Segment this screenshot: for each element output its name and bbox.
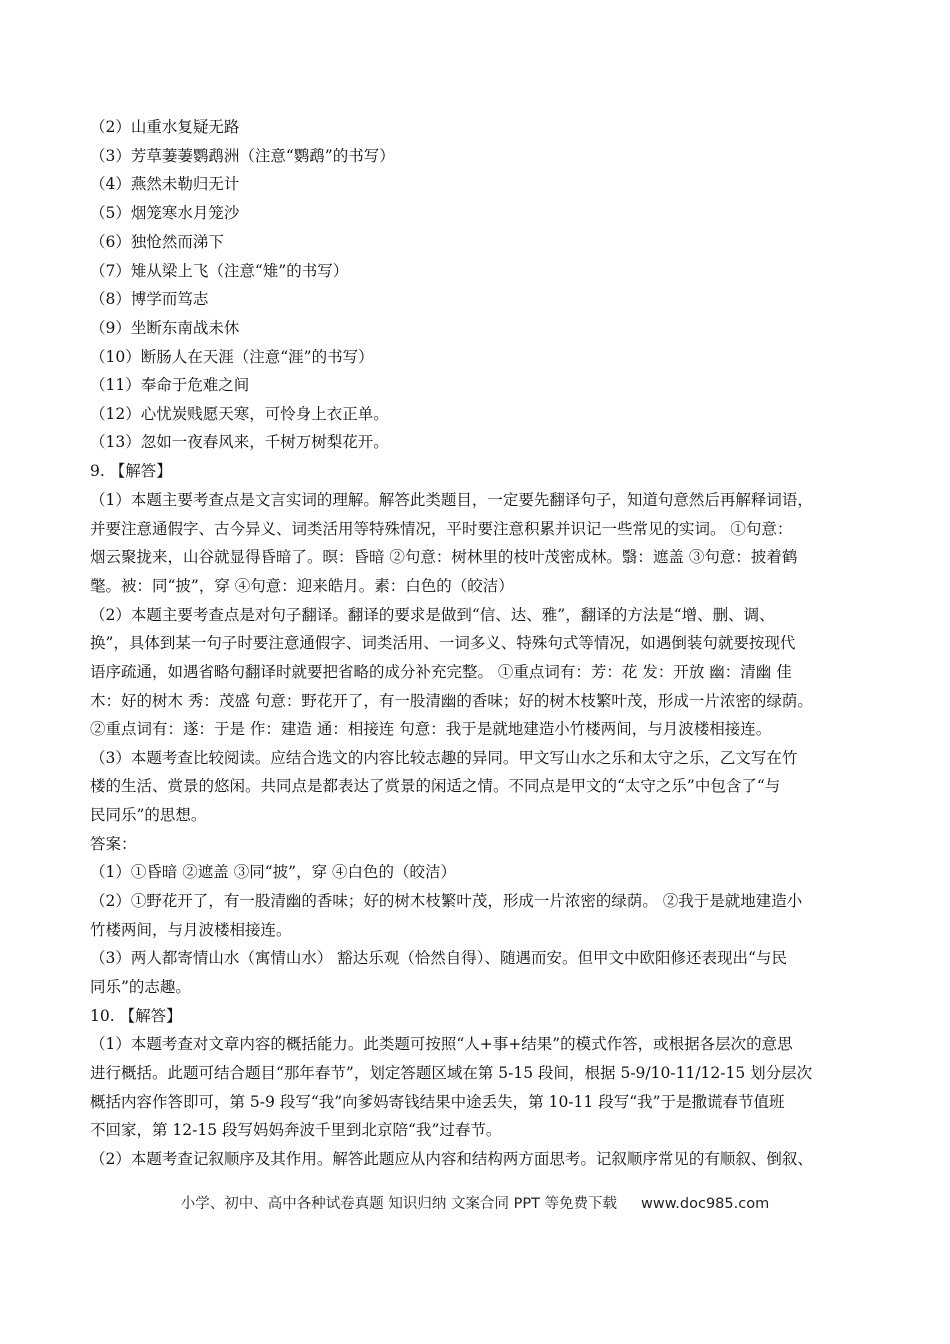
text-line: 烟云聚拢来，山谷就显得昏暗了。暝：昏暗 ②句意：树林里的枝叶茂密成林。翳：遮盖 ③句意：披着鹤	[90, 548, 798, 566]
text-line: （1）本题主要考查点是文言实词的理解。解答此类题目，一定要先翻译句子，知道句意然后再解释词语，	[90, 491, 813, 509]
text-line: （11）奉命于危难之间	[90, 376, 250, 394]
text-line: 民同乐”的思想。	[90, 806, 207, 824]
text-line: （4）燕然未勒归无计	[90, 175, 240, 193]
footer-text: 小学、初中、高中各种试卷真题 知识归纳 文案合同 PPT 等免费下载	[180, 1196, 618, 1212]
text-line: 9. 【解答】	[90, 462, 172, 480]
text-line: 进行概括。此题可结合题目“那年春节”，划定答题区域在第 5-15 段间，根据 5-9/10-11/12-15 划分层次	[90, 1064, 813, 1082]
text-line: （3）两人都寄情山水（寓情山水） 豁达乐观（恰然自得）、随遇而安。但甲文中欧阳修还表现出“与民	[90, 949, 787, 967]
text-line: （13）忽如一夜春风来，千树万树梨花开。	[90, 433, 389, 451]
text-line: （7）雉从梁上飞（注意“雉”的书写）	[90, 262, 349, 280]
text-line: （3）本题考查比较阅读。应结合选文的内容比较志趣的异同。甲文写山水之乐和太守之乐，乙文写在竹	[90, 749, 798, 767]
text-line: 并要注意通假字、古今异义、词类活用等特殊情况，平时要注意积累并识记一些常见的实词。 ①句意：	[90, 520, 793, 538]
text-line: （2）①野花开了，有一股清幽的香味；好的树木枝繁叶茂，形成一片浓密的绿荫。 ②我于是就地建造小	[90, 892, 803, 910]
text-line: 语序疏通，如遇省略句翻译时就要把省略的成分补充完整。 ①重点词有：芳：花 发：开放 幽：清幽 佳	[90, 663, 792, 681]
text-line: 不回家，第 12-15 段写妈妈奔波千里到北京陪“我”过春节。	[90, 1121, 502, 1139]
text-line: （3）芳草萋萋鹦鹉洲（注意“鹦鹉”的书写）	[90, 147, 395, 165]
text-line: 答案：	[90, 835, 137, 853]
text-line: （10）断肠人在天涯（注意“涯”的书写）	[90, 348, 374, 366]
text-line: 竹楼两间，与月波楼相接连。	[90, 921, 292, 939]
text-line: （8）博学而笃志	[90, 290, 209, 308]
text-line: （9）坐断东南战未休	[90, 319, 240, 337]
text-line: （2）本题主要考查点是对句子翻译。翻译的要求是做到“信、达、雅”，翻译的方法是“增、删、调、	[90, 606, 775, 624]
text-line: （6）独怆然而涕下	[90, 233, 224, 251]
text-line: ②重点词有：遂：于是 作：建造 通：相接连 句意：我于是就地建造小竹楼两间，与月波楼相接连。	[90, 720, 772, 738]
footer-site-link[interactable]: www.doc985.com	[641, 1196, 770, 1212]
text-line: 同乐”的志趣。	[90, 978, 191, 996]
text-line: （1）本题考查对文章内容的概括能力。此类题可按照“人+事+结果”的模式作答，或根据各层次的意思	[90, 1035, 793, 1053]
text-line: （12）心忧炭贱愿天寒，可怜身上衣正单。	[90, 405, 389, 423]
text-line: 概括内容作答即可，第 5-9 段写“我”向爹妈寄钱结果中途丢失，第 10-11 段写“我”于是撒谎春节值班	[90, 1093, 785, 1111]
page-footer	[0, 1194, 950, 1214]
text-line: 楼的生活、赏景的悠闲。共同点是都表达了赏景的闲适之情。不同点是甲文的“太守之乐”中包含了“与	[90, 777, 781, 795]
text-line: 氅。被：同“披”，穿 ④句意：迎来皓月。素：白色的（皎洁）	[90, 577, 514, 595]
text-line: （2）本题考查记叙顺序及其作用。解答此题应从内容和结构两方面思考。记叙顺序常见的有顺叙、倒叙、	[90, 1150, 813, 1168]
text-line: 换”，具体到某一句子时要注意通假字、词类活用、一词多义、特殊句式等情况，如遇倒装句就要按现代	[90, 634, 796, 652]
text-line: （1）①昏暗 ②遮盖 ③同“披”，穿 ④白色的（皎洁）	[90, 863, 456, 881]
text-line: （2）山重水复疑无路	[90, 118, 240, 136]
text-line: 10. 【解答】	[90, 1007, 182, 1025]
text-line: 木：好的树木 秀：茂盛 句意：野花开了，有一股清幽的香味；好的树木枝繁叶茂，形成一片浓密的绿荫。	[90, 692, 813, 710]
text-line: （5）烟笼寒水月笼沙	[90, 204, 240, 222]
